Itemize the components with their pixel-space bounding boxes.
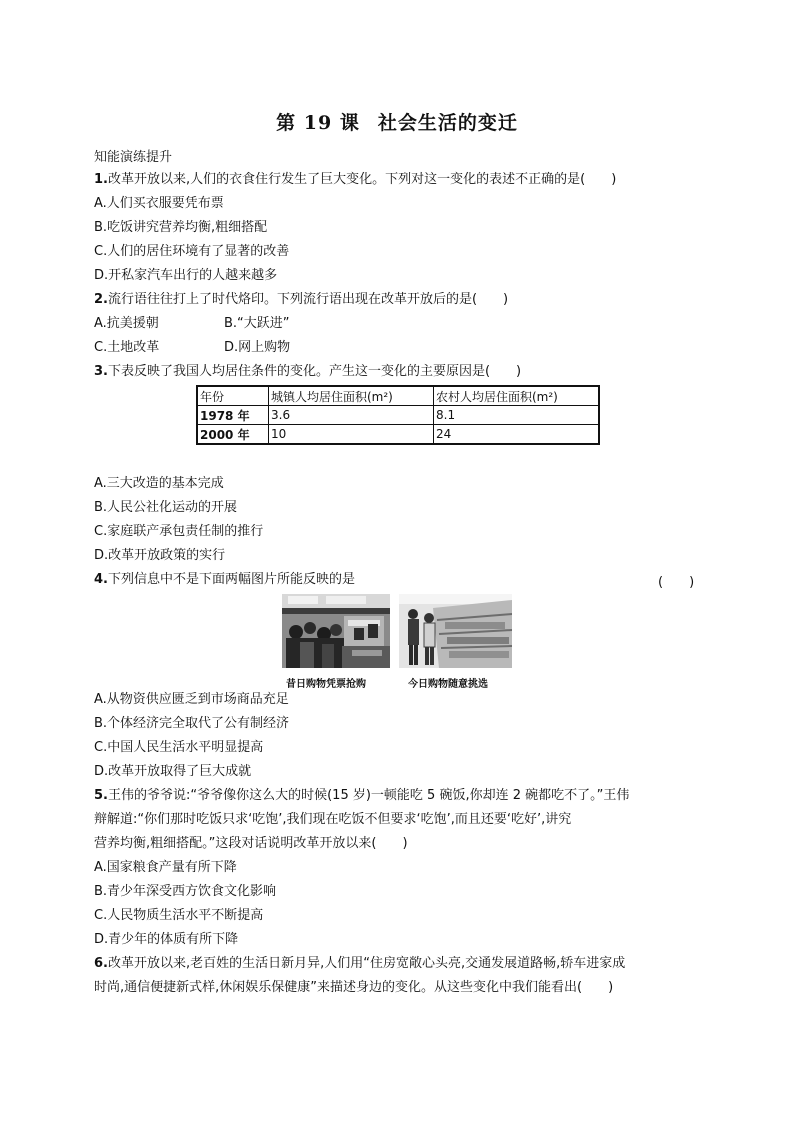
question-text-line-1: 王伟的爷爷说:“爷爷像你这么大的时候(15 岁)一顿能吃 5 碗饭,你却连 2 碗都吃不了。”王伟: [107, 788, 630, 803]
table-cell: 2000 年: [197, 425, 269, 445]
lesson-name: 社会生活的变迁: [377, 112, 518, 134]
question-text-line-2: 时尚,通信便捷新式样,休闲娱乐保健康”来描述身边的变化。从这些变化中我们能看出( ): [94, 980, 614, 995]
question-6: [94, 956, 625, 972]
section-heading: 知能演练提升: [94, 150, 173, 165]
photo-modern-supermarket: [399, 594, 512, 668]
table-header-cell: 农村人均居住面积(m²): [434, 386, 600, 406]
q3-option-d: D.改革开放政策的实行: [94, 548, 226, 563]
question-number: 2.: [94, 292, 108, 307]
table-cell: 8.1: [434, 406, 600, 425]
question-4: [94, 572, 355, 588]
q2-options-row-1: [94, 316, 290, 332]
question-number: 4.: [94, 572, 108, 587]
table-row: [197, 406, 599, 425]
q4-option-c: C.中国人民生活水平明显提高: [94, 740, 264, 755]
table-row: [197, 425, 599, 445]
question-text-line-2: 辩解道:“你们那时吃饭只求‘吃饱’,我们现在吃饭不但要求‘吃饱’,而且还要‘吃好’,讲究: [94, 812, 572, 827]
question-number: 1.: [94, 172, 108, 187]
photo-old-shopping: [282, 594, 390, 668]
caption-modern-supermarket: 今日购物随意挑选: [408, 679, 488, 690]
q4-option-d: D.改革开放取得了巨大成就: [94, 764, 252, 779]
q1-option-b: B.吃饭讲究营养均衡,粗细搭配: [94, 220, 268, 235]
table-cell: 10: [269, 425, 434, 445]
q2-option-c: C.土地改革: [94, 340, 160, 355]
question-text: 流行语往往打上了时代烙印。下列流行语出现在改革开放后的是( ): [107, 292, 509, 307]
table-header-row: [197, 386, 599, 406]
question-text: 改革开放以来,人们的衣食住行发生了巨大变化。下列对这一变化的表述不正确的是( ): [107, 172, 617, 187]
lesson-title: [0, 108, 794, 135]
question-number: 6.: [94, 956, 108, 971]
table-cell: 24: [434, 425, 600, 445]
table-header-cell: 年份: [197, 386, 269, 406]
q3-option-c: C.家庭联产承包责任制的推行: [94, 524, 264, 539]
q1-option-c: C.人们的居住环境有了显著的改善: [94, 244, 290, 259]
table-cell: 3.6: [269, 406, 434, 425]
q2-options-row-2: [94, 340, 290, 356]
question-number: 5.: [94, 788, 108, 803]
table-header-cell: 城镇人均居住面积(m²): [269, 386, 434, 406]
q3-option-b: B.人民公社化运动的开展: [94, 500, 238, 515]
q4-option-a: A.从物资供应匮乏到市场商品充足: [94, 692, 289, 707]
q5-option-c: C.人民物质生活水平不断提高: [94, 908, 264, 923]
q5-option-a: A.国家粮食产量有所下降: [94, 860, 237, 875]
caption-old-shopping: 昔日购物凭票抢购: [286, 679, 366, 690]
question-text: 下列信息中不是下面两幅图片所能反映的是: [107, 572, 355, 587]
question-text-line-3: 营养均衡,粗细搭配。”这段对话说明改革开放以来( ): [94, 836, 408, 851]
q1-option-d: D.开私家汽车出行的人越来越多: [94, 268, 278, 283]
question-text: 下表反映了我国人均居住条件的变化。产生这一变化的主要原因是( ): [107, 364, 522, 379]
lesson-number: 第 19 课: [276, 112, 360, 134]
housing-table: [196, 385, 600, 445]
question-text-line-1: 改革开放以来,老百姓的生活日新月异,人们用“住房宽敞心头亮,交通发展道路畅,轿车进家成: [107, 956, 626, 971]
table-cell: 1978 年: [197, 406, 269, 425]
question-5: [94, 788, 629, 804]
question-3: [94, 364, 521, 380]
q3-option-a: A.三大改造的基本完成: [94, 476, 224, 491]
q5-option-b: B.青少年深受西方饮食文化影响: [94, 884, 277, 899]
q2-option-d: D.网上购物: [224, 340, 291, 355]
q2-option-b: B.“大跃进”: [224, 316, 290, 331]
q2-option-a: A.抗美援朝: [94, 316, 159, 331]
q4-option-b: B.个体经济完全取代了公有制经济: [94, 716, 290, 731]
question-1: [94, 172, 616, 188]
q1-option-a: A.人们买衣服要凭布票: [94, 196, 224, 211]
question-2: [94, 292, 508, 308]
q5-option-d: D.青少年的体质有所下降: [94, 932, 239, 947]
answer-parentheses: ( ): [658, 575, 695, 590]
question-number: 3.: [94, 364, 108, 379]
